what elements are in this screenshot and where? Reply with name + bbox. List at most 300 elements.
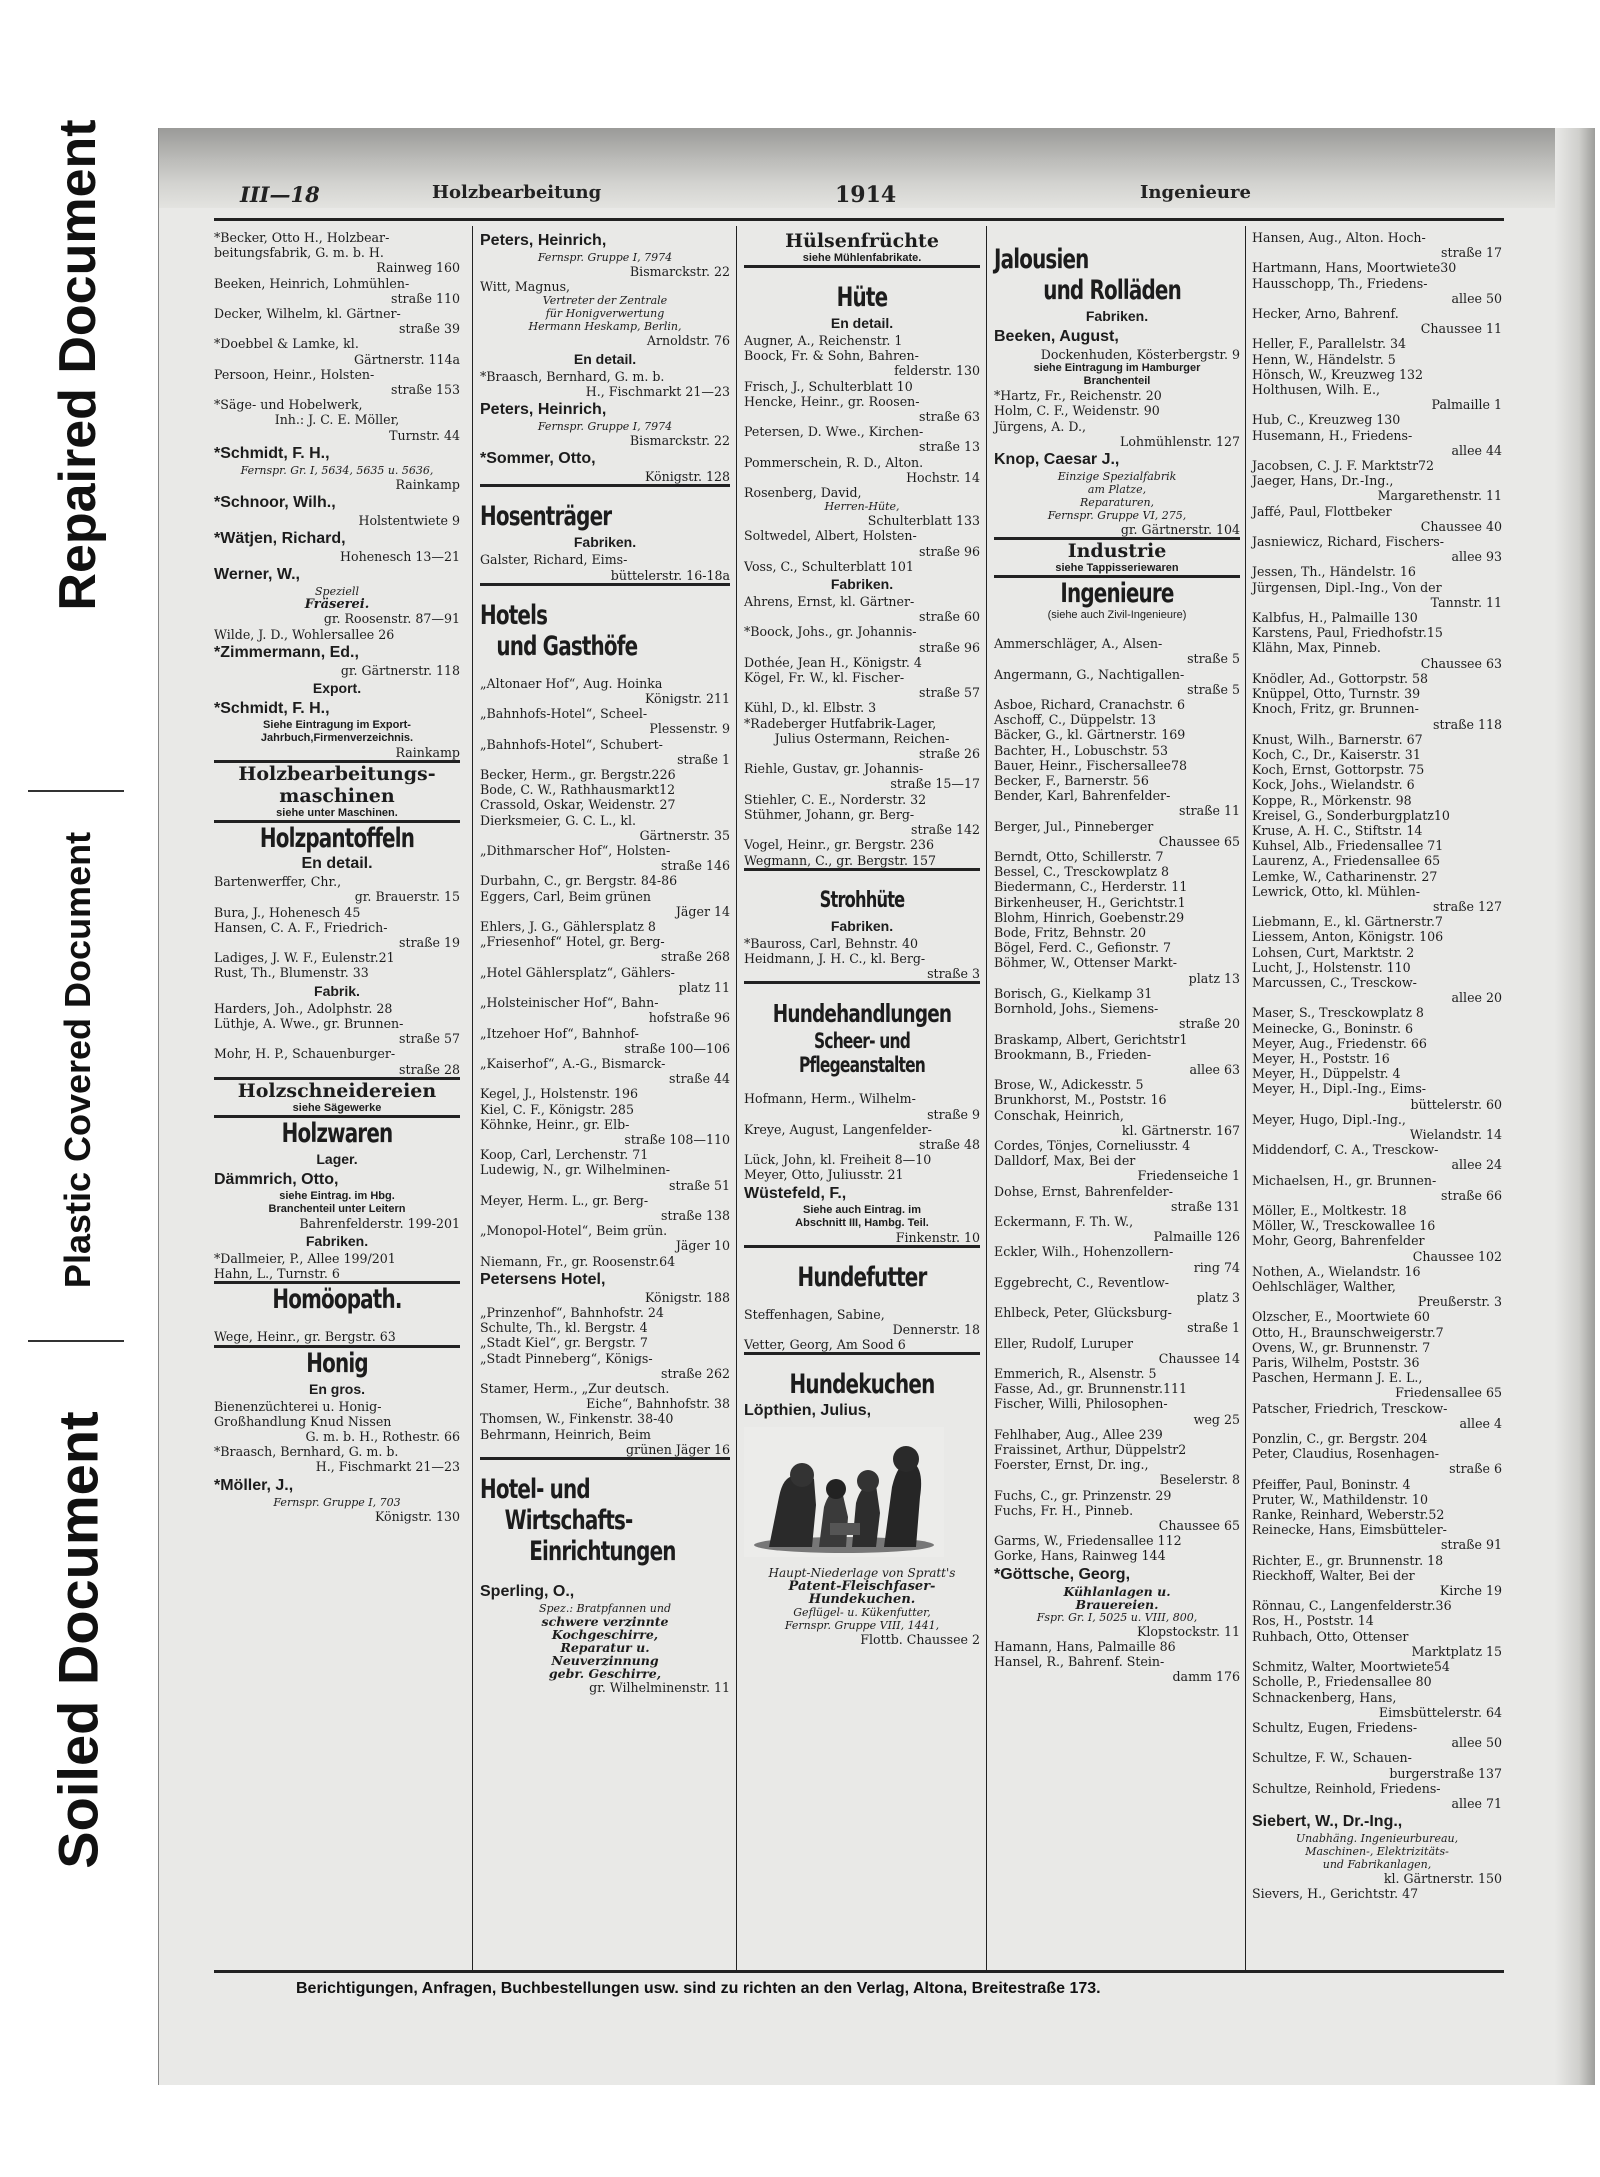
entry-note: Siehe auch Eintrag. im — [803, 1203, 921, 1216]
entry-specialty: Vertreter der Zentrale — [542, 294, 668, 308]
entry: Scholle, P., Friedensallee 80 — [1252, 1674, 1432, 1690]
entry: Dalldorf, Max, Bei der — [994, 1153, 1136, 1169]
entry: *Dallmeier, P., Allee 199/201 — [214, 1250, 396, 1266]
entry: Kreye, August, Langenfelder- — [744, 1121, 932, 1137]
entry-address: straße 100—106 — [624, 1040, 730, 1056]
category-heading: Scheer- und — [814, 1029, 910, 1054]
entry: Ros, H., Poststr. 14 — [1252, 1613, 1374, 1629]
entry: Decker, Wilhelm, kl. Gärtner- — [214, 306, 401, 322]
spacer — [744, 268, 980, 282]
entry: Kreisel, G., Sonderburgplatz10 — [1252, 807, 1450, 823]
entry: Ranke, Reinhard, Weberstr.52 — [1252, 1507, 1445, 1523]
entry-address: straße 110 — [391, 290, 460, 306]
ad-text: Patent-Fleischfaser- — [788, 1578, 936, 1594]
entry: „Stadt Kiel“, gr. Bergstr. 7 — [480, 1335, 648, 1351]
entry-address: Gärtnerstr. 114a — [354, 351, 460, 367]
entry: Hofmann, Herm., Wilhelm- — [744, 1091, 916, 1107]
entry-address: Rainweg 160 — [376, 260, 460, 276]
entry: Bäcker, G., kl. Gärtnerstr. 169 — [994, 727, 1186, 743]
entry-address: Chaussee 11 — [1420, 321, 1502, 337]
entry: Rieckhoff, Walter, Bei der — [1252, 1567, 1415, 1583]
entry-address: Palmaille 126 — [1153, 1229, 1240, 1245]
entry: Conschak, Heinrich, — [994, 1107, 1124, 1123]
bold-entry: Knop, Caesar J., — [994, 451, 1120, 469]
bold-entry: Sperling, O., — [480, 1582, 575, 1600]
entry-address: straße 96 — [919, 543, 980, 559]
entry-address: straße 262 — [661, 1365, 730, 1381]
entry-address: straße 20 — [1179, 1016, 1240, 1032]
entry: Fuchs, C., gr. Prinzenstr. 29 — [994, 1487, 1172, 1503]
entry: Hartmann, Hans, Moortwiete30 — [1252, 260, 1457, 276]
entry-address: Hohenesch 13—21 — [340, 549, 460, 565]
section-title-right: Ingenieure — [1140, 182, 1251, 203]
entry-phone: Fernspr. Gruppe I, 7974 — [537, 251, 673, 264]
entry: Jaeger, Hans, Dr.-Ing., — [1252, 473, 1394, 489]
entry-address: grünen Jäger 16 — [626, 1441, 730, 1457]
entry: Cordes, Tönjes, Corneliusstr. 4 — [994, 1137, 1191, 1153]
entry-address: straße 57 — [919, 685, 980, 701]
entry-specialty: Hermann Heskamp, Berlin, — [528, 320, 682, 334]
entry-address: gr. Wilhelminenstr. 11 — [589, 1679, 730, 1695]
entry: Lewrick, Otto, kl. Mühlen- — [1252, 883, 1420, 899]
entry: Maser, S., Tresckowplatz 8 — [1252, 1005, 1424, 1021]
entry: Mohr, H. P., Schauenburger- — [214, 1046, 396, 1062]
subheading: Fabriken. — [573, 534, 637, 551]
entry-address: Marktplatz 15 — [1411, 1643, 1502, 1659]
subheading: En detail. — [830, 315, 894, 331]
entry-address: straße 9 — [927, 1106, 980, 1122]
entry: Michaelsen, H., gr. Brunnen- — [1252, 1172, 1437, 1188]
column-rule — [1245, 226, 1246, 1971]
category-heading: und Gasthöfe — [496, 630, 638, 662]
entry-address: Eimsbüttelerstr. 64 — [1378, 1704, 1502, 1720]
bold-entry: Beeken, August, — [994, 328, 1119, 345]
entry: „Altonaer Hof“, Aug. Hoinka — [480, 675, 663, 691]
entry: Lück, John, kl. Freiheit 8—10 — [744, 1152, 932, 1168]
entry-address: Lohmühlenstr. 127 — [1119, 433, 1240, 449]
entry: Bauer, Heinr., Fischersallee78 — [994, 757, 1188, 773]
entry-address: straße 1 — [1187, 1320, 1240, 1336]
entry: Thomsen, W., Finkenstr. 38-40 — [480, 1411, 674, 1427]
column-3 — [744, 230, 980, 1647]
entry-address: straße 108—110 — [624, 1131, 730, 1147]
entry: Hahn, L., Turnstr. 6 — [214, 1266, 340, 1282]
category-heading: Hundekuchen — [789, 1369, 935, 1401]
entry-note: Abschnitt III, Hambg. Teil. — [795, 1216, 929, 1229]
entry: Bessel, C., Tresckowplatz 8 — [994, 864, 1170, 880]
entry: Inh.: J. C. E. Möller, — [274, 412, 400, 428]
entry-address: straße 17 — [1441, 245, 1502, 261]
entry-address: straße 268 — [661, 949, 730, 965]
entry-address: allee 63 — [1189, 1061, 1240, 1077]
entry-address: gr. Gärtnerstr. 104 — [1120, 522, 1240, 538]
entry-address: Eiche“, Bahnhofstr. 38 — [586, 1396, 730, 1412]
bold-entry: *Möller, J., — [214, 1476, 294, 1494]
entry: Brunkhorst, M., Poststr. 16 — [994, 1092, 1167, 1108]
entry: Eggebrecht, C., Reventlow- — [994, 1274, 1170, 1290]
subheading: En detail. — [301, 855, 373, 873]
entry-address: Dockenhuden, Kösterbergstr. 9 — [1040, 347, 1240, 362]
entry-address: kl. Gärtnerstr. 150 — [1383, 1871, 1502, 1887]
page-right-edge — [1555, 128, 1595, 2085]
entry-address: straße 5 — [1187, 681, 1240, 697]
entry-address: Chaussee 65 — [1158, 1518, 1240, 1533]
entry: Petersen, D. Wwe., Kirchen- — [744, 424, 924, 440]
entry: Bögel, Ferd. C., Gefionstr. 7 — [994, 940, 1171, 956]
bold-entry: Petersens Hotel, — [480, 1270, 606, 1288]
entry: Köhnke, Heinr., gr. Elb- — [480, 1116, 630, 1132]
entry-address: Beselerstr. 8 — [1159, 1472, 1240, 1488]
subheading: Fabriken. — [830, 917, 894, 934]
entry: *Boock, Johs., gr. Johannis- — [744, 624, 917, 640]
category-heading: Pflegeanstalten — [798, 1053, 926, 1078]
entry: Möller, W., Tresckowallee 16 — [1252, 1218, 1436, 1234]
repaired-document-label: Repaired Document — [49, 119, 107, 611]
entry-address: allee 93 — [1451, 549, 1502, 565]
entry: Heidmann, J. H. C., kl. Berg- — [744, 950, 926, 966]
entry-address: Königstr. 211 — [644, 691, 730, 707]
entry: Paris, Wilhelm, Poststr. 36 — [1252, 1355, 1420, 1371]
spacer — [744, 1293, 980, 1307]
category-heading: Hotels — [480, 599, 548, 631]
entry: Foerster, Ernst, Dr. ing., — [994, 1457, 1149, 1473]
entry-address: Flottb. Chaussee 2 — [860, 1631, 980, 1647]
entry: Bachter, H., Lobuschstr. 53 — [994, 742, 1169, 758]
entry: Lohsen, Curt, Marktstr. 2 — [1252, 944, 1415, 960]
spacer — [480, 487, 730, 501]
category-heading: Hundehandlungen — [772, 999, 952, 1029]
entry: Jürgensen, Dipl.-Ing., Von der — [1252, 579, 1442, 595]
entry: Eckler, Wilh., Hohenzollern- — [994, 1244, 1174, 1260]
entry: Ahrens, Ernst, kl. Gärtner- — [744, 594, 915, 610]
entry: Ehlbeck, Peter, Glücksburg- — [994, 1305, 1172, 1321]
entry-specialty: für Honigverwertung — [545, 307, 665, 321]
bold-entry: Peters, Heinrich, — [480, 401, 607, 419]
entry-address: büttelerstr. 16-18a — [610, 567, 730, 583]
entry: *Braasch, Bernhard, G. m. b. — [214, 1444, 399, 1460]
entry: Ovens, W., gr. Brunnenstr. 7 — [1252, 1339, 1431, 1355]
plastic-covered-document-label: Plastic Covered Document — [57, 831, 98, 1289]
entry: Becker, Herm., gr. Bergstr.226 — [480, 767, 676, 783]
entry-address: Tannstr. 11 — [1430, 594, 1502, 610]
entry-address: Turnstr. 44 — [389, 427, 460, 443]
entry: Kruse, A. H. C., Stiftstr. 14 — [1252, 822, 1423, 838]
entry: Middendorf, C. A., Tresckow- — [1252, 1142, 1439, 1158]
entry: Kiel, C. F., Königstr. 285 — [480, 1101, 634, 1117]
entry: Liebmann, E., kl. Gärtnerstr.7 — [1252, 914, 1443, 930]
entry: Hansen, C. A. F., Friedrich- — [214, 919, 388, 935]
entry: Meyer, Hugo, Dipl.-Ing., — [1252, 1111, 1406, 1127]
entry: Kühl, D., kl. Elbstr. 3 — [744, 700, 877, 716]
entry: Holm, C. F., Weidenstr. 90 — [994, 403, 1160, 419]
entry-specialty: Reparatur u. — [560, 1639, 650, 1655]
spacer — [480, 662, 730, 676]
entry-address: straße 127 — [1433, 898, 1502, 914]
subheading: En gros. — [308, 1380, 365, 1397]
entry-address: Bahrenfelderstr. 199-201 — [299, 1215, 460, 1231]
entry-specialty: Reparaturen, — [1079, 496, 1155, 510]
entry: Beeken, Heinrich, Lohmühlen- — [214, 275, 410, 291]
entry: Henn, W., Händelstr. 5 — [1252, 351, 1396, 367]
entry: „Stadt Pinneberg“, Königs- — [480, 1350, 653, 1366]
entry-address: straße 11 — [1179, 803, 1240, 819]
entry: Galster, Richard, Eims- — [480, 552, 628, 568]
category-note: (siehe auch Zivil-Ingenieure) — [1047, 609, 1187, 622]
entry-address: Schulterblatt 133 — [867, 513, 980, 529]
entry-address: straße 91 — [1441, 1537, 1502, 1553]
entry: Fischer, Willi, Philosophen- — [994, 1396, 1168, 1412]
category-heading: Hüte — [836, 282, 888, 313]
entry-address: Kirche 19 — [1439, 1583, 1502, 1599]
entry: Nothen, A., Wielandstr. 16 — [1252, 1263, 1421, 1279]
entry-phone: Fernspr. Gruppe VI, 275, — [1047, 509, 1187, 523]
entry-specialty: und Fabrikanlagen, — [1322, 1858, 1432, 1872]
entry-address: Friedenseiche 1 — [1137, 1168, 1240, 1184]
entry-address: Rainkamp — [395, 745, 460, 761]
entry-specialty: Spez.: Bratpfannen und — [538, 1601, 672, 1615]
entry-specialty: Herren-Hüte, — [824, 500, 900, 514]
entry: Schmitz, Walter, Moortwiete54 — [1252, 1659, 1450, 1675]
entry-address: Chaussee 65 — [1158, 833, 1240, 849]
entry: Koop, Carl, Lerchenstr. 71 — [480, 1147, 649, 1163]
category-heading: Einrichtungen — [529, 1535, 676, 1567]
entry: Gorke, Hans, Rainweg 144 — [994, 1548, 1166, 1564]
entry: Holthusen, Wilh. E., — [1252, 382, 1381, 398]
entry-address: allee 50 — [1451, 1735, 1502, 1751]
entry-address: Bismarckstr. 22 — [629, 264, 730, 279]
entry: Jasniewicz, Richard, Fischers- — [1252, 534, 1444, 550]
entry: Meyer, Herm. L., gr. Berg- — [480, 1192, 649, 1208]
entry: Biedermann, C., Herderstr. 11 — [994, 879, 1188, 895]
entry: Borisch, G., Kielkamp 31 — [994, 985, 1153, 1001]
entry-address: Dennerstr. 18 — [892, 1321, 980, 1337]
sidebar-divider — [28, 1340, 124, 1342]
bold-entry: Wüstefeld, F., — [744, 1184, 847, 1202]
entry-address: Königstr. 130 — [374, 1508, 460, 1524]
entry: Kegel, J., Holstenstr. 196 — [480, 1086, 639, 1102]
entry-address: straße 146 — [661, 858, 730, 874]
entry-address: Chaussee 102 — [1412, 1248, 1502, 1264]
bold-entry: *Göttsche, Georg, — [994, 1565, 1131, 1583]
entry-note: Branchenteil unter Leitern — [268, 1202, 406, 1215]
entry: Soltwedel, Albert, Holsten- — [744, 528, 917, 544]
entry-address: Hochstr. 14 — [906, 469, 980, 485]
entry: Pommerschein, R. D., Alton. — [744, 454, 924, 470]
entry-address: Jäger 10 — [675, 1238, 730, 1254]
entry: Lucht, J., Holstenstr. 110 — [1252, 959, 1411, 975]
entry: Ammerschläger, A., Alsen- — [994, 636, 1163, 652]
entry-address: burgerstraße 137 — [1389, 1765, 1502, 1781]
entry: Rust, Th., Blumenstr. 33 — [214, 965, 369, 981]
entry: Möller, E., Moltkestr. 18 — [1252, 1203, 1407, 1218]
footer-rule — [214, 1970, 1504, 1973]
category-heading: Holzschneidereien — [237, 1079, 437, 1102]
category-heading: Hosenträger — [480, 501, 612, 533]
entry: Schultze, Reinhold, Friedens- — [1252, 1780, 1441, 1796]
entry-address: allee 71 — [1451, 1795, 1502, 1811]
category-heading: Holzbearbeitungs-maschinen — [238, 763, 436, 808]
entry: Meinecke, G., Boninstr. 6 — [1252, 1020, 1413, 1036]
entry-address: straße 153 — [391, 382, 460, 398]
entry: Peter, Claudius, Rosenhagen- — [1252, 1446, 1440, 1462]
category-heading: Honig — [306, 1347, 368, 1379]
entry-address: Chaussee 40 — [1420, 518, 1502, 534]
entry-address: straße 131 — [1171, 1198, 1240, 1214]
bold-entry: Siebert, W., Dr.-Ing., — [1252, 1813, 1403, 1831]
entry-specialty: Unabhäng. Ingenieurbureau, — [1295, 1832, 1459, 1846]
category-heading: Strohhüte — [819, 887, 905, 913]
entry: Rosenberg, David, — [744, 485, 862, 501]
entry: Persoon, Heinr., Holsten- — [214, 366, 375, 382]
bold-entry: Peters, Heinrich, — [480, 232, 607, 249]
entry: Pruter, W., Mathildenstr. 10 — [1252, 1491, 1428, 1507]
column-rule — [986, 226, 987, 1971]
subheading: Lager. — [316, 1150, 358, 1167]
entry: Crassold, Oskar, Weidenstr. 27 — [480, 797, 676, 813]
entry: *Hartz, Fr., Reichenstr. 20 — [994, 388, 1162, 404]
entry: Bender, Karl, Bahrenfelder- — [994, 788, 1171, 804]
entry-note: siehe Eintragung im Hamburger — [1033, 362, 1201, 375]
category-heading: Hotel- und — [480, 1473, 590, 1505]
entry: Patscher, Friedrich, Tresckow- — [1252, 1400, 1448, 1416]
entry: Becker, F., Barnerstr. 56 — [994, 773, 1149, 789]
entry-address: straße 48 — [919, 1136, 980, 1152]
entry: Harders, Joh., Adolphstr. 28 — [214, 1000, 393, 1016]
entry: Berndt, Otto, Schillerstr. 7 — [994, 849, 1164, 865]
entry: Fasse, Ad., gr. Brunnenstr.111 — [994, 1381, 1188, 1397]
entry: *Doebbel & Lamke, kl. — [214, 336, 359, 352]
category-heading: Industrie — [1067, 540, 1167, 563]
sidebar-divider — [28, 790, 124, 792]
entry-address: straße 60 — [919, 609, 980, 625]
entry: Hub, C., Kreuzweg 130 — [1252, 412, 1401, 428]
entry: Eller, Rudolf, Luruper — [994, 1335, 1133, 1351]
entry: Kalbfus, H., Palmaille 130 — [1252, 610, 1418, 626]
bold-entry: Löpthien, Julius, — [744, 1402, 872, 1420]
entry: *Bauross, Carl, Behnstr. 40 — [744, 935, 919, 951]
entry: Bura, J., Hohenesch 45 — [214, 904, 361, 920]
entry: Fehlhaber, Aug., Allee 239 — [994, 1426, 1163, 1442]
entry: Wege, Heinr., gr. Bergstr. 63 — [214, 1329, 396, 1345]
entry: Eckermann, F. Th. W., — [994, 1213, 1134, 1229]
entry: Birkenheuser, H., Gerichtstr.1 — [994, 894, 1186, 910]
bold-entry: *Schnoor, Wilh., — [214, 494, 336, 512]
entry: Hansel, R., Bahrenf. Stein- — [994, 1654, 1165, 1670]
spacer — [744, 984, 980, 998]
entry: „Monopol-Hotel“, Beim grün. — [480, 1223, 668, 1239]
entry: „Friesenhof“ Hotel, gr. Berg- — [480, 934, 665, 950]
spacer — [994, 622, 1240, 636]
entry-address: platz 11 — [678, 979, 730, 995]
entry-address: Klopstockstr. 11 — [1136, 1623, 1240, 1639]
entry: Reinecke, Hans, Eimsbütteler- — [1252, 1522, 1447, 1538]
category-heading: Holzpantoffeln — [259, 823, 415, 855]
header-rule — [214, 218, 1504, 221]
entry: *Becker, Otto H., Holzbear-beitungsfabrik, G. m. b. H. — [214, 230, 390, 261]
bold-entry: *Wätjen, Richard, — [214, 530, 346, 548]
entry: Niemann, Fr., gr. Roosenstr.64 — [480, 1253, 676, 1269]
entry-address: allee 50 — [1451, 290, 1502, 306]
entry-specialty: Einzige Spezialfabrik — [1057, 470, 1177, 484]
entry: Richter, E., gr. Brunnenstr. 18 — [1252, 1552, 1444, 1568]
subheading: Fabriken. — [830, 576, 894, 593]
entry-address: straße 6 — [1449, 1461, 1502, 1477]
entry: Asboe, Richard, Cranachstr. 6 — [994, 697, 1186, 713]
entry-address: Friedensallee 65 — [1395, 1385, 1502, 1401]
entry: Dohse, Ernst, Bahrenfelder- — [994, 1183, 1173, 1199]
subheading: En detail. — [573, 350, 637, 367]
entry-specialty: schwere verzinnte — [541, 1613, 669, 1629]
entry: Marcussen, C., Tresckow- — [1252, 974, 1417, 990]
entry-address: Jäger 14 — [675, 903, 730, 919]
entry-address: straße 3 — [927, 966, 980, 982]
category-heading: Homöopath. — [272, 1284, 402, 1316]
entry: Emmerich, R., Alsenstr. 5 — [994, 1365, 1157, 1381]
entry-phone: Fspr. Gr. I, 5025 u. VIII, 800, — [1036, 1610, 1198, 1624]
entry: Mohr, Georg, Bahrenfelder — [1252, 1233, 1425, 1249]
document-condition-sidebar — [0, 0, 152, 2177]
entry-address: Königstr. 188 — [644, 1289, 730, 1305]
entry-address: allee 20 — [1451, 990, 1502, 1006]
entry-address: ring 74 — [1193, 1259, 1240, 1275]
entry: Jürgens, A. D., — [994, 418, 1087, 434]
entry-specialty: Speziell — [315, 585, 359, 599]
category-heading: Holzwaren — [281, 1117, 393, 1149]
entry: Otto, H., Braunschweigerstr.7 — [1252, 1324, 1444, 1340]
entry-address: straße 63 — [919, 409, 980, 425]
entry: Koppe, R., Mörkenstr. 98 — [1252, 792, 1412, 808]
entry: Meyer, H., Dipl.-Ing., Eims- — [1252, 1081, 1427, 1097]
entry: Stamer, Herm., „Zur deutsch. — [480, 1380, 670, 1396]
entry: Jacobsen, C. J. F. Marktstr72 — [1252, 458, 1435, 474]
entry-address: straße 51 — [669, 1177, 730, 1193]
entry: Voss, C., Schulterblatt 101 — [744, 558, 914, 574]
entry-address: gr. Roosenstr. 87—91 — [323, 611, 460, 627]
entry: Kögel, Fr. W., kl. Fischer- — [744, 670, 905, 686]
entry: Angermann, G., Nachtigallen- — [994, 666, 1185, 682]
subheading: Fabrik. — [314, 982, 360, 999]
entry: Ladiges, J. W. F., Eulenstr.21 — [214, 950, 395, 966]
entry-address: straße 138 — [661, 1207, 730, 1223]
entry-address: straße 13 — [919, 439, 980, 455]
entry-address: Margarethenstr. 11 — [1377, 488, 1502, 504]
entry-phone: Fernspr. Gruppe I, 7974 — [537, 420, 673, 434]
bold-entry: *Schmidt, F. H., — [214, 444, 330, 462]
entry-address: platz 13 — [1188, 970, 1240, 986]
entry: Hecker, Arno, Bahrenf. — [1252, 306, 1399, 322]
entry: „Prinzenhof“, Bahnhofstr. 24 — [480, 1304, 664, 1320]
entry: Hönsch, W., Kreuzweg 132 — [1252, 366, 1424, 382]
entry: Schultze, F. W., Schauen- — [1252, 1750, 1412, 1766]
entry-specialty: Brauereien. — [1075, 1596, 1159, 1612]
entry: Koch, Ernst, Gottorpstr. 75 — [1252, 762, 1425, 778]
entry: Lüthje, A. Wwe., gr. Brunnen- — [214, 1015, 404, 1031]
entry-specialty: Kochgeschirre, — [551, 1626, 659, 1642]
entry-address: allee 44 — [1451, 442, 1502, 458]
publisher-footer: Berichtigungen, Anfragen, Buchbestellungen usw. sind zu richten an den Verlag, Altona, Breitestraße 173. — [296, 1980, 1101, 1997]
entry: Schultz, Eugen, Friedens- — [1252, 1719, 1418, 1735]
entry: Ponzlin, C., gr. Bergstr. 204 — [1252, 1431, 1428, 1447]
column-rule — [472, 226, 473, 1971]
ad-text: Haupt-Niederlage von Spratt's — [768, 1565, 956, 1580]
entry: Pfeiffer, Paul, Boninstr. 4 — [1252, 1476, 1411, 1492]
section-title: Holzbearbeitung — [432, 182, 602, 203]
entry-specialty: Fräserei. — [304, 597, 370, 613]
entry-specialty: Maschinen-, Elektrizitäts- — [1305, 1845, 1449, 1859]
spacer — [744, 1077, 980, 1091]
entry-note: Branchenteil — [1083, 375, 1151, 388]
subheading: Fabriken. — [1085, 308, 1149, 324]
